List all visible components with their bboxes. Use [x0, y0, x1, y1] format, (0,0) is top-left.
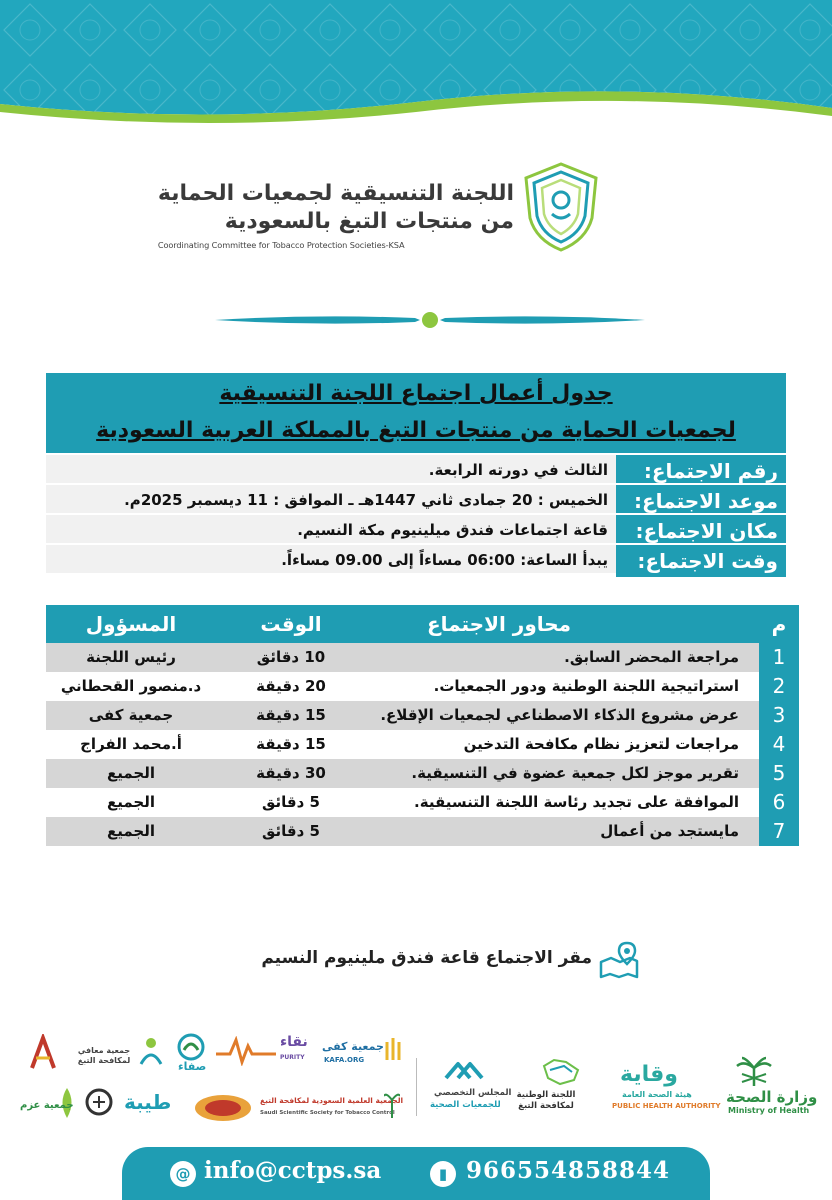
row-topic: الموافقة على تجديد رئاسة اللجنة التنسيقية.	[414, 793, 739, 811]
wiqaya-en: PUBLIC HEALTH AUTHORITY	[612, 1102, 721, 1110]
row-responsible: رئيس اللجنة	[86, 648, 176, 666]
table-row	[46, 672, 799, 701]
safaa-ar: صفاء	[178, 1060, 207, 1073]
kafa-logo	[316, 1032, 406, 1072]
saudi-society-en: Saudi Scientific Society for Tobacco Control	[260, 1110, 395, 1116]
row-time: 10 دقائق	[256, 648, 326, 666]
row-time: 20 دقيقة	[256, 677, 326, 695]
nafas-ar: نقاء	[280, 1034, 308, 1050]
kafa-ar: جمعية كفى	[322, 1040, 384, 1053]
safaa-logo	[168, 1032, 214, 1076]
table-row	[46, 817, 799, 846]
saudi-society-ar: الجمعية العلمية السعودية لمكافحة التبغ	[260, 1096, 404, 1105]
info-label: مكان الاجتماع:	[616, 515, 786, 547]
info-value: قاعة اجتماعات فندق ميلينيوم مكة النسيم.	[297, 521, 608, 539]
kafa-en: KAFA.ORG	[324, 1056, 365, 1064]
tayba-logo	[120, 1086, 180, 1126]
moh-ar: وزارة الصحة	[726, 1088, 818, 1106]
meeting-info-box	[46, 373, 786, 575]
wiqaya-ar: وقاية	[620, 1062, 678, 1087]
row-topic: مراجعات لتعزيز نظام مكافحة التدخين	[463, 735, 739, 753]
logo-english-name: Coordinating Committee for Tobacco Protection Societies-KSA	[157, 240, 405, 250]
info-label: رقم الاجتماع:	[616, 455, 786, 487]
wiqaya-sub: هيئة الصحة العامة	[622, 1090, 692, 1099]
row-topic: عرض مشروع الذكاء الاصطناعي لجمعيات الإقلاع.	[380, 706, 739, 724]
contact-footer	[122, 1147, 710, 1200]
azm-logo	[20, 1088, 80, 1124]
palm-small-icon	[384, 1090, 400, 1118]
row-time: 5 دقائق	[262, 822, 320, 840]
info-label: موعد الاجتماع:	[616, 485, 786, 517]
health-council-2: للجمعيات الصحية	[430, 1100, 501, 1110]
national-committee-name: اللجنة الوطنية لمكافحة التبغ	[516, 1090, 576, 1111]
top-banner	[0, 0, 832, 130]
decorative-divider	[215, 304, 645, 334]
row-num: 4	[759, 730, 799, 759]
map-pin-icon	[598, 940, 640, 980]
saudi-map-icon	[540, 1056, 582, 1086]
health-council-1: المجلس التخصصي	[434, 1088, 512, 1098]
contact-email[interactable]: info@cctps.sa	[204, 1157, 382, 1184]
agenda-title-banner	[46, 373, 786, 453]
row-responsible: د.منصور القحطاني	[60, 677, 202, 695]
row-topic: تقرير موجز لكل جمعية عضوة في التنسيقية.	[411, 764, 739, 782]
health-council-logo	[428, 1058, 512, 1118]
safaa-mark-icon	[176, 1032, 206, 1062]
circle-society-logo	[84, 1086, 114, 1124]
info-value: يبدأ الساعة: 06:00 مساءاً إلى 09.00 مساءاً.	[281, 551, 608, 569]
row-num: 3	[759, 701, 799, 730]
orange-society-logo	[190, 1086, 256, 1126]
header-num: م	[759, 605, 799, 643]
row-responsible: الجميع	[106, 822, 155, 840]
agenda-header-row	[46, 605, 799, 643]
row-topic: مراجعة المحضر السابق.	[564, 648, 739, 666]
maafi-mark-icon	[138, 1036, 164, 1066]
info-row-date	[46, 483, 786, 513]
row-time: 15 دقيقة	[256, 735, 326, 753]
row-num: 2	[759, 672, 799, 701]
header-time: الوقت	[260, 612, 322, 636]
council-mark-icon	[442, 1058, 486, 1084]
row-responsible: الجميع	[106, 764, 155, 782]
venue-line	[230, 940, 640, 980]
moh-en: Ministry of Health	[728, 1106, 810, 1115]
sponsor-logos	[20, 1028, 818, 1128]
info-row-number	[46, 453, 786, 483]
maafi-logo	[72, 1036, 166, 1076]
row-time: 30 دقيقة	[256, 764, 326, 782]
phone-icon: ▮	[430, 1161, 456, 1187]
header-topic: محاور الاجتماع	[426, 612, 572, 636]
info-value: الثالث في دورته الرابعة.	[428, 461, 608, 479]
info-value: الخميس : 20 جمادى ثاني 1447هـ ـ الموافق : 11 ديسمبر 2025م.	[124, 491, 608, 509]
info-row-place	[46, 513, 786, 543]
logo-title-line1: اللجنة التنسيقية لجمعيات الحماية	[157, 181, 514, 206]
maafi-ar: جمعية معافي لمكافحة التبغ	[77, 1046, 131, 1065]
table-row	[46, 759, 799, 788]
azm-ar: جمعية عزم	[20, 1100, 74, 1111]
wiqaya-logo	[600, 1062, 721, 1118]
row-num: 6	[759, 788, 799, 817]
purity-en: PURITY	[280, 1054, 305, 1061]
table-row	[46, 701, 799, 730]
row-responsible: أ.محمد الفراج	[80, 735, 182, 753]
saudi-society-logo	[260, 1086, 404, 1126]
row-num: 1	[759, 643, 799, 672]
agenda-title-line2: لجمعيات الحماية من منتجات التبغ بالمملكة العربية السعودية	[96, 418, 736, 443]
contact-phone[interactable]: 966554858844	[466, 1157, 671, 1184]
tayba-ar: طيبة	[124, 1090, 172, 1114]
table-row	[46, 788, 799, 817]
info-row-time	[46, 543, 786, 573]
table-row	[46, 643, 799, 672]
row-topic: مايستجد من أعمال	[600, 822, 739, 840]
logo-title-line2: من منتجات التبغ بالسعودية	[224, 209, 514, 234]
header-responsible: المسؤول	[85, 612, 177, 636]
at-icon: @	[170, 1161, 196, 1187]
agenda-title-line1: جدول أعمال اجتماع اللجنة التنسيقية	[219, 381, 613, 406]
row-num: 7	[759, 817, 799, 846]
nafas-logo	[276, 1028, 316, 1072]
row-topic: استراتيجية اللجنة الوطنية ودور الجمعيات.	[433, 677, 739, 695]
national-committee-logo	[506, 1056, 596, 1116]
venue-text: مقر الاجتماع قاعة فندق ملينيوم النسيم	[261, 948, 592, 968]
row-time: 5 دقائق	[262, 793, 320, 811]
row-time: 15 دقيقة	[256, 706, 326, 724]
red-society-logo	[26, 1034, 60, 1074]
row-num: 5	[759, 759, 799, 788]
row-responsible: جمعية كفى	[88, 706, 174, 724]
palm-icon	[734, 1056, 774, 1086]
sponsor-separator	[416, 1058, 417, 1116]
table-row	[46, 730, 799, 759]
kafa-mark-icon	[384, 1036, 402, 1062]
row-responsible: الجميع	[106, 793, 155, 811]
shield-emblem-icon	[516, 156, 606, 256]
info-label: وقت الاجتماع:	[616, 545, 786, 577]
committee-logo	[157, 150, 606, 265]
heartbeat-logo	[216, 1036, 276, 1066]
